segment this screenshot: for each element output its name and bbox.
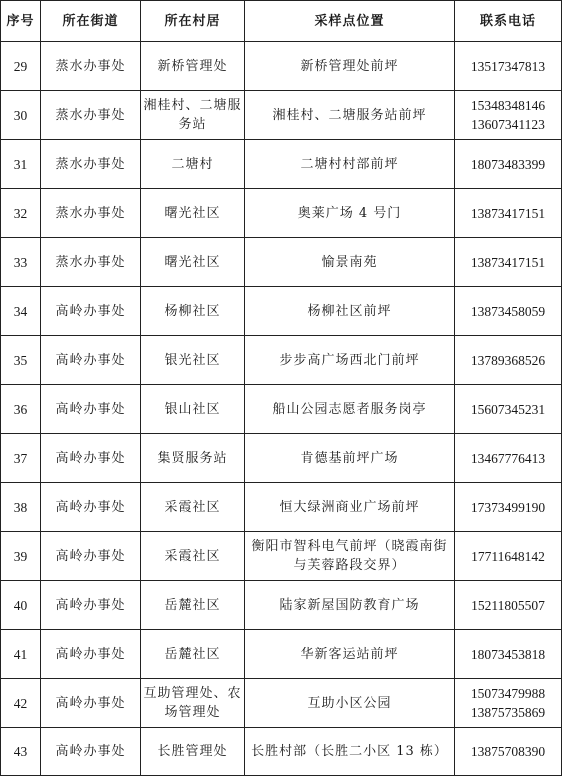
phone-cell [455,189,562,238]
seq-cell: 42 [1,679,41,728]
street-cell: 高岭办事处 [41,532,141,581]
street-cell: 高岭办事处 [41,581,141,630]
seq-cell: 35 [1,336,41,385]
site-cell: 步步高广场西北门前坪 [245,336,455,385]
phone-cell [455,728,562,776]
seq-cell: 31 [1,140,41,189]
table-row [1,679,562,728]
header-village: 所在村居 [141,1,245,42]
phone-number: 13517347813 [470,58,546,74]
site-cell: 湘桂村、二塘服务站前坪 [245,91,455,140]
village-cell: 湘桂村、二塘服务站 [141,91,245,140]
phone-cell [455,287,562,336]
phone-number: 13873417151 [470,254,546,270]
table-row [1,728,562,776]
seq-cell: 29 [1,42,41,91]
village-cell: 采霞社区 [141,483,245,532]
table-row [1,287,562,336]
phone-number: 15211805507 [471,597,545,613]
phone-cell [455,434,562,483]
phone-number: 13875708390 [470,744,546,759]
street-cell: 蒸水办事处 [41,140,141,189]
village-cell: 岳麓社区 [141,630,245,679]
header-site: 采样点位置 [245,1,455,42]
site-cell: 杨柳社区前坪 [245,287,455,336]
site-cell: 互助小区公园 [245,679,455,728]
phone-number: 13467776413 [470,450,546,466]
seq-cell: 39 [1,532,41,581]
street-cell: 高岭办事处 [41,287,141,336]
street-cell: 高岭办事处 [41,728,141,776]
phone-number: 13873417151 [470,205,546,221]
street-cell: 高岭办事处 [41,679,141,728]
street-cell: 蒸水办事处 [41,42,141,91]
phone-cell [455,581,562,630]
phone-number: 13607341123 [471,117,545,132]
street-cell: 高岭办事处 [41,630,141,679]
header-street: 所在街道 [41,1,141,42]
site-cell: 新桥管理处前坪 [245,42,455,91]
village-cell: 采霞社区 [141,532,245,581]
village-cell: 新桥管理处 [141,42,245,91]
site-cell: 二塘村村部前坪 [245,140,455,189]
phone-cell [455,679,562,728]
phone-number: 18073483399 [470,156,546,172]
street-cell: 蒸水办事处 [41,189,141,238]
seq-cell: 40 [1,581,41,630]
table-row [1,630,562,679]
village-cell: 曙光社区 [141,238,245,287]
seq-cell: 32 [1,189,41,238]
table-row [1,581,562,630]
phone-cell [455,483,562,532]
site-cell: 恒大绿洲商业广场前坪 [245,483,455,532]
phone-number: 17711648142 [471,548,545,564]
table-row [1,140,562,189]
header-row [1,1,562,42]
table-row [1,336,562,385]
phone-number: 15348348146 [470,98,546,113]
table-row [1,91,562,140]
table-row [1,238,562,287]
site-cell: 愉景南苑 [245,238,455,287]
street-cell: 高岭办事处 [41,483,141,532]
phone-cell [455,42,562,91]
phone-cell [455,140,562,189]
header-phone: 联系电话 [455,1,562,42]
phone-number: 13873458059 [470,303,546,319]
site-cell: 陆家新屋国防教育广场 [245,581,455,630]
village-cell: 互助管理处、农场管理处 [141,679,245,728]
seq-cell: 43 [1,728,41,776]
site-cell: 衡阳市智科电气前坪（晓霞南街与芙蓉路段交界） [245,532,455,581]
site-cell: 长胜村部（长胜二小区 13 栋） [245,728,455,776]
phone-number: 13875735869 [470,705,546,720]
seq-cell: 33 [1,238,41,287]
village-cell: 集贤服务站 [141,434,245,483]
table-row [1,42,562,91]
seq-cell: 38 [1,483,41,532]
phone-number: 18073453818 [470,646,546,662]
seq-cell: 41 [1,630,41,679]
village-cell: 曙光社区 [141,189,245,238]
village-cell: 杨柳社区 [141,287,245,336]
street-cell: 蒸水办事处 [41,91,141,140]
table-row [1,532,562,581]
table-row [1,434,562,483]
table-row [1,385,562,434]
seq-cell: 30 [1,91,41,140]
village-cell: 二塘村 [141,140,245,189]
village-cell: 银光社区 [141,336,245,385]
phone-number: 17373499190 [470,499,546,515]
seq-cell: 37 [1,434,41,483]
phone-number: 15073479988 [470,686,546,701]
seq-cell: 34 [1,287,41,336]
phone-cell [455,532,562,581]
street-cell: 高岭办事处 [41,336,141,385]
phone-number: 15607345231 [470,401,546,417]
street-cell: 蒸水办事处 [41,238,141,287]
header-seq: 序号 [1,1,41,42]
site-cell: 船山公园志愿者服务岗亭 [245,385,455,434]
seq-cell: 36 [1,385,41,434]
phone-cell [455,385,562,434]
phone-cell [455,91,562,140]
table-header [1,1,562,42]
site-cell: 华新客运站前坪 [245,630,455,679]
table-row [1,483,562,532]
village-cell: 岳麓社区 [141,581,245,630]
phone-cell [455,630,562,679]
site-cell: 肯德基前坪广场 [245,434,455,483]
phone-cell [455,336,562,385]
table-row [1,189,562,238]
site-cell: 奥莱广场 4 号门 [245,189,455,238]
street-cell: 高岭办事处 [41,385,141,434]
village-cell: 银山社区 [141,385,245,434]
phone-cell [455,238,562,287]
village-cell: 长胜管理处 [141,728,245,776]
phone-number: 13789368526 [470,352,546,368]
table-body [1,42,562,776]
street-cell: 高岭办事处 [41,434,141,483]
